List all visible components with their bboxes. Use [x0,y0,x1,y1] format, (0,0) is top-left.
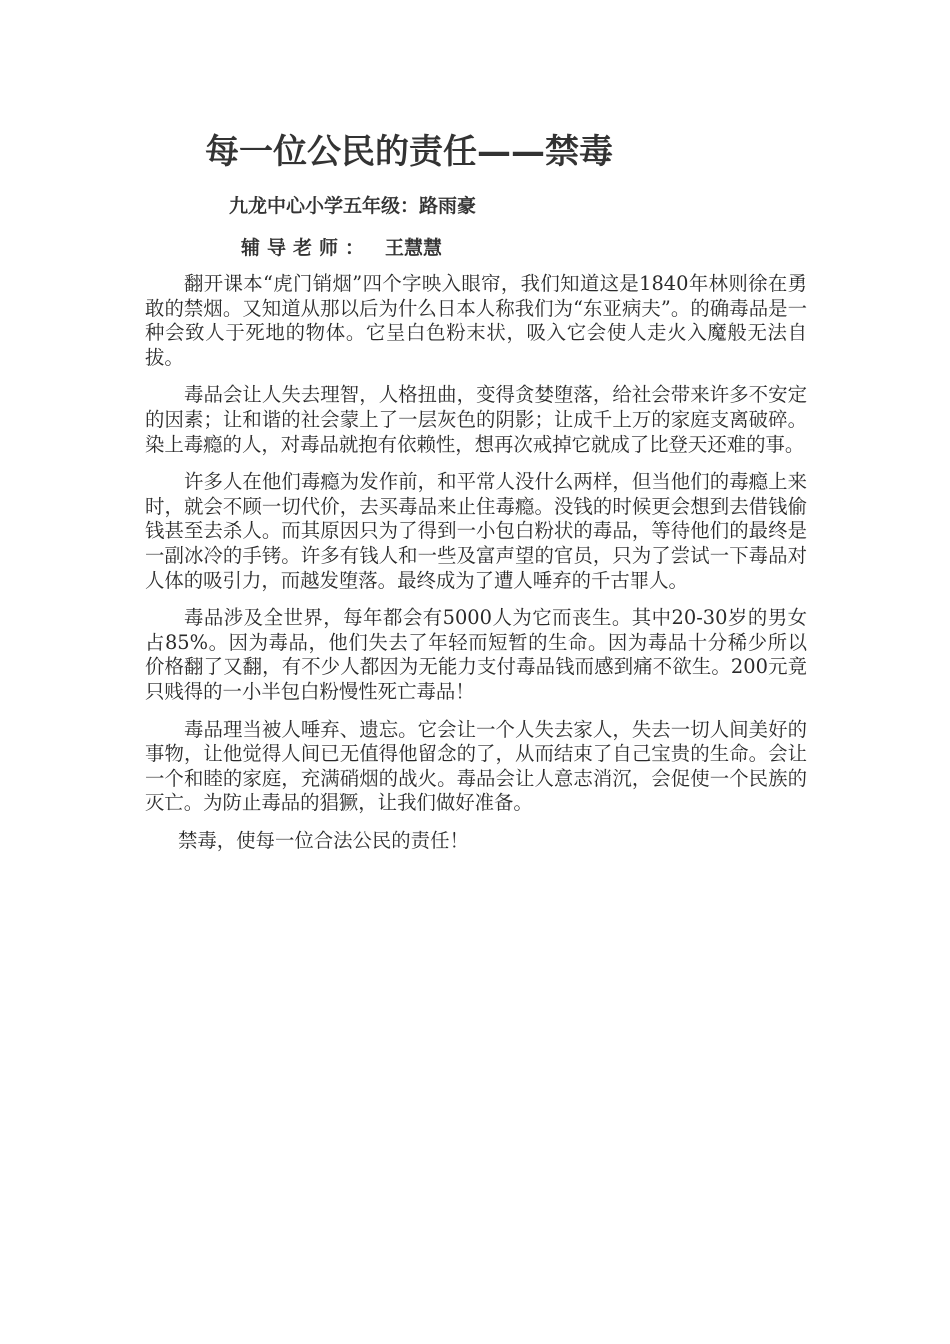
teacher-name: 王慧慧 [385,237,443,259]
author-line: 九龙中心小学五年级：路雨豪 [229,195,477,217]
paragraph: 翻开课本“虎门销烟”四个字映入眼帘，我们知道这是1840年林则徐在勇敢的禁烟。又知道从那以后为什么日本人称我们为“东亚病夫”。的确毒品是一种会致人于死地的物体。它呈白色粉末状，吸入它会使人走火入魔般无法自拔。 [145,272,807,369]
teacher-label: 辅导老师： [241,237,372,259]
closing-line: 禁毒，使每一位合法公民的责任！ [178,828,469,852]
paragraph: 许多人在他们毒瘾为发作前，和平常人没什么两样，但当他们的毒瘾上来时，就会不顾一切代价，去买毒品来止住毒瘾。没钱的时候更会想到去借钱偷钱甚至去杀人。而其原因只为了得到一小包白粉状的毒品，等待他们的最终是一副冰冷的手铐。许多有钱人和一些及富声望的官员，只为了尝试一下毒品对人体的吸引力，而越发堕落。最终成为了遭人唾弃的千古罪人。 [145,470,807,592]
paragraph: 毒品理当被人唾弃、遗忘。它会让一个人失去家人，失去一切人间美好的事物，让他觉得人间已无值得他留念的了，从而结束了自己宝贵的生命。会让一个和睦的家庭，充满硝烟的战火。毒品会让人意志消沉，会促使一个民族的灭亡。为防止毒品的猖獗，让我们做好准备。 [145,717,807,815]
paragraph: 毒品会让人失去理智，人格扭曲，变得贪婪堕落，给社会带来许多不安定的因素；让和谐的社会蒙上了一层灰色的阴影；让成千上万的家庭支离破碎。染上毒瘾的人，对毒品就抱有依赖性，想再次戒掉它就成了比登天还难的事。 [145,383,807,456]
document-title: 每一位公民的责任——禁毒 [205,132,613,172]
teacher-line [241,233,442,260]
essay-body [145,272,807,866]
paragraph: 毒品涉及全世界，每年都会有5000人为它而丧生。其中20-30岁的男女占85%。因为毒品，他们失去了年轻而短暂的生命。因为毒品十分稀少所以价格翻了又翻，有不少人都因为无能力支付毒品钱而感到痛不欲生。200元竟只贱得的一小半包白粉慢性死亡毒品！ [145,606,807,703]
